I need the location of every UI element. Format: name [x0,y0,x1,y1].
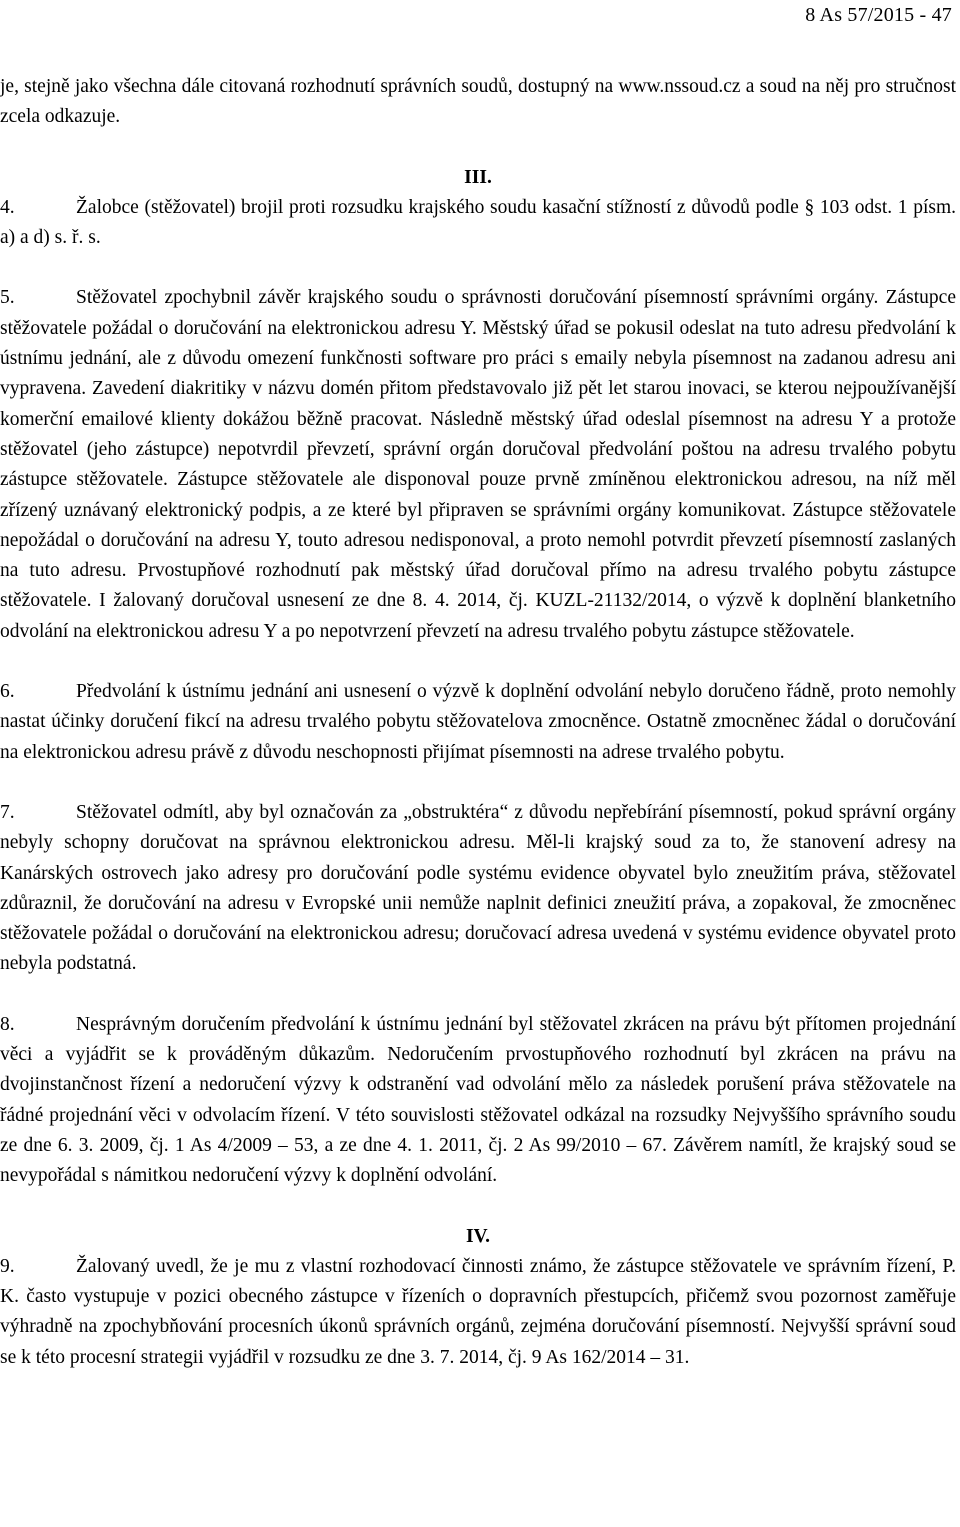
paragraph-text: Žalobce (stěžovatel) brojil proti rozsudku krajského soudu kasační stížností z důvodů podle § 103 odst. 1 písm. a) a d) s. ř. s. [0,196,956,249]
case-number: 8 As 57/2015 - 47 [805,4,952,26]
paragraph-number: 4. [0,196,15,218]
paragraph-text: Stěžovatel odmítl, aby byl označován za „obstruktéra“ z důvodu nepřebírání písemností, pokud správní orgány nebyly schopny doručovat na správnou elektronickou adresu. Měl-li krajský soud za to, že stanovení adresy na Kanárských ostrovech jako adresy pro doručování podle systému evidence obyvatel bylo zneužitím práva, stěžovatel zdůraznil, že doručování na adresu v Evropské unii nemůže naplnit definici zneužití práva, a zopakoval, že zmocněnec stěžovatele požádal o doručování na elektronickou adresu; doručovací adresa uvedená v systému evidence obyvatel proto nebyla podstatná. [0,801,956,975]
paragraph-text: Žalovaný uvedl, že je mu z vlastní rozhodovací činnosti známo, že zástupce stěžovatele ve správním řízení, P. K. často vystupuje v pozici obecného zástupce v řízeních o dopravních přestupcích, přičemž svou pozornost zaměřuje výhradně na zpochybňování procesních úkonů správních orgánů, zejména doručování písemností. Nejvyšší správní soud se k této procesní strategii vyjádřil v rozsudku ze dne 3. 7. 2014, čj. 9 As 162/2014 – 31. [0,1255,956,1368]
paragraph-5 [0,283,956,647]
paragraph-number: 7. [0,801,15,823]
paragraph-number: 5. [0,287,15,309]
paragraph-text: Stěžovatel zpochybnil závěr krajského soudu o správnosti doručování písemností správními orgány. Zástupce stěžovatele požádal o doručování na elektronickou adresu Y. Městský úřad se pokusil odeslat na tuto adresu předvolání k ústnímu jednání, ale z důvodu omezení funkčnosti software pro práci s emaily nebyla písemnost na zadanou adresu ani vypravena. Zavedení diakritiky v názvu domén přitom představovalo již pět let starou inovaci, se kterou nejpoužívanější komerční emailové klienty dokážou běžně pracovat. Následně městský úřad odeslal písemnost na adresu Y a protože stěžovatel (jeho zástupce) nepotvrdil převzetí, správní orgán doručoval předvolání poštou na adresu trvalého pobytu zástupce stěžovatele. Zástupce stěžovatele ale disponoval pouze prvně zmíněnou elektronickou adresou, na níž měl zřízený uznávaný elektronický podpis, a ze které byl připraven se správními orgány komunikovat. Zástupce stěžovatele nepožádal o doručování na adresu Y, touto adresou nedisponoval, a proto nemohl potvrdit převzetí písemností zaslaných na tuto adresu. Prvostupňové rozhodnutí pak městský úřad doručoval přímo na adresu trvalého pobytu zástupce stěžovatele. I žalovaný doručoval usnesení ze dne 8. 4. 2014, čj. KUZL-21132/2014, o výzvě k doplnění blanketního odvolání na elektronickou adresu Y a po nepotvrzení převzetí na adresu trvalého pobytu zástupce stěžovatele. [0,287,956,642]
paragraph-8 [0,1010,956,1192]
paragraph-9 [0,1252,956,1373]
paragraph-7 [0,798,956,980]
paragraph-4 [0,193,956,254]
paragraph-number: 8. [0,1013,15,1035]
paragraph-number: 9. [0,1255,15,1277]
section-heading-iv: IV. [465,1225,491,1247]
section-heading-iii: III. [464,166,492,188]
intro-paragraph: je, stejně jako všechna dále citovaná rozhodnutí správních soudů, dostupný na www.nssoud.cz a soud na něj pro stručnost zcela odkazuje. [0,76,956,128]
paragraph-text: Nesprávným doručením předvolání k ústnímu jednání byl stěžovatel zkrácen na právu být přítomen projednání věci a vyjádřit se k prováděným důkazům. Nedoručením prvostupňového rozhodnutí byl zkrácen na právu na dvojinstančnost řízení a nedoručení výzvy k odstranění vad odvolání mělo za následek porušení práva stěžovatele na řádné projednání věci v odvolacím řízení. V této souvislosti stěžovatel odkázal na rozsudky Nejvyššího správního soudu ze dne 6. 3. 2009, čj. 1 As 4/2009 – 53, a ze dne 4. 1. 2011, čj. 2 As 99/2010 – 67. Závěrem namítl, že krajský soud se nevypořádal s námitkou nedoručení výzvy k doplnění odvolání. [0,1013,956,1187]
paragraph-6 [0,677,956,768]
document-body [0,72,956,1373]
paragraph-text: Předvolání k ústnímu jednání ani usnesení o výzvě k doplnění odvolání nebylo doručeno řádně, proto nemohly nastat účinky doručení fikcí na adresu trvalého pobytu stěžovatelova zmocněnce. Ostatně zmocněnec žádal o doručování na elektronickou adresu právě z důvodu neschopnosti přijímat písemnosti na adrese trvalého pobytu. [0,681,956,763]
paragraph-number: 6. [0,681,15,703]
